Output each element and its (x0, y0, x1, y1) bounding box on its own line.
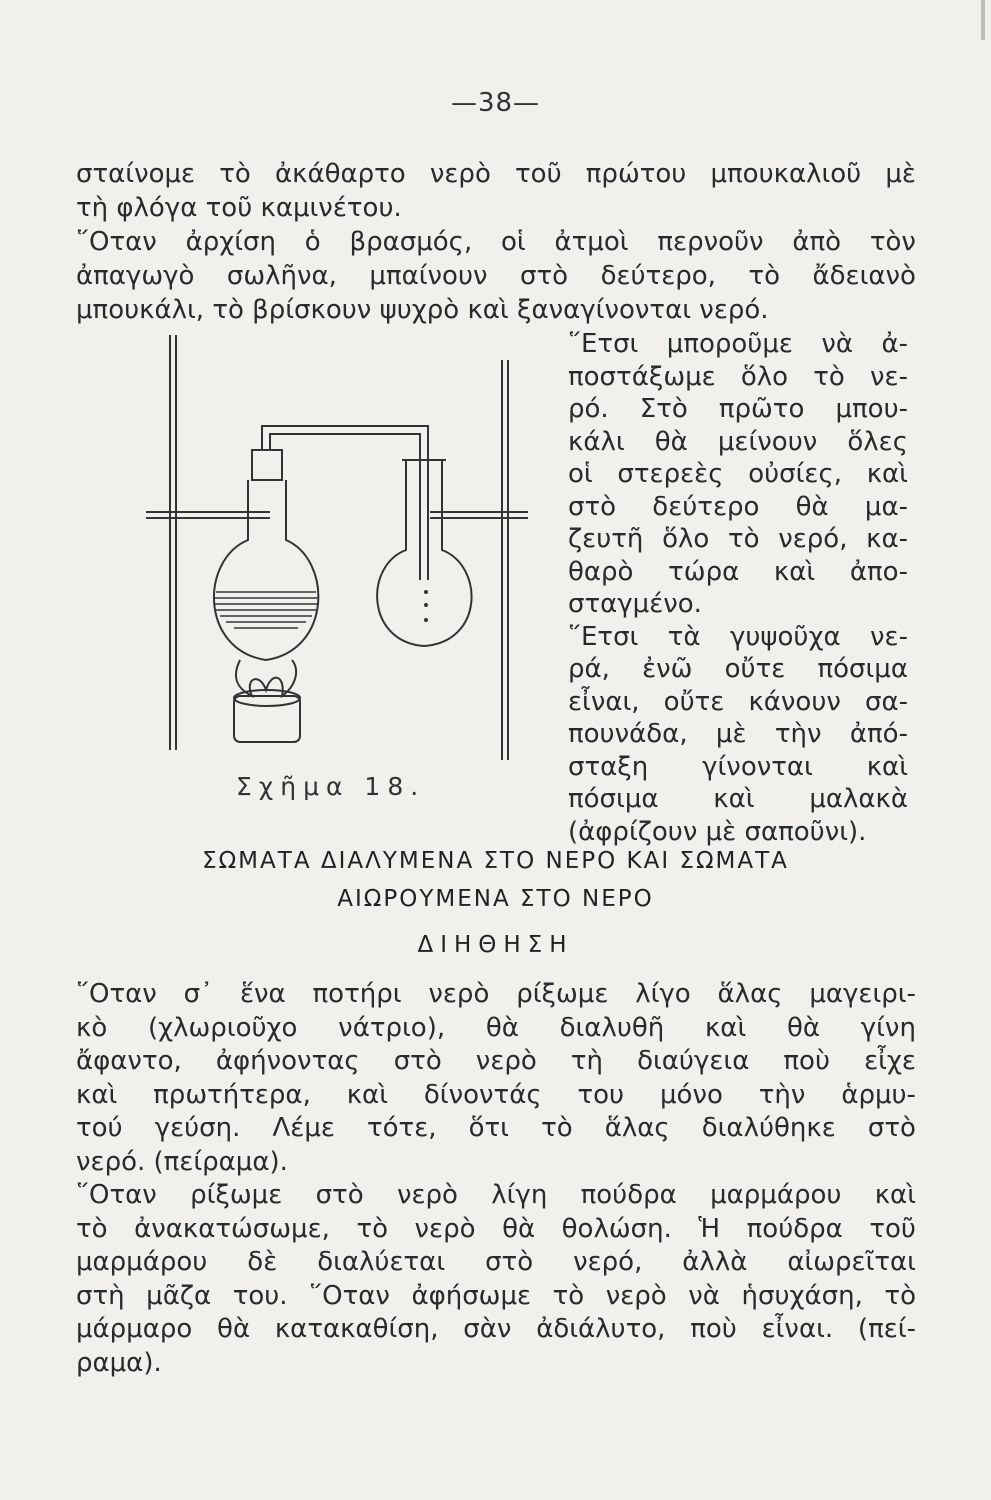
text-line: κὸ (χλωριοῦχο νάτριο), θὰ διαλυθῆ καὶ θὰ γίνη (76, 1012, 916, 1043)
text-line: ῞Οταν ρίξωμε στὸ νερὸ λίγη πούδρα μαρμάρου καὶ (76, 1180, 916, 1210)
text-line: τού γεύση. Λέμε τότε, ὅτι τὸ ἅλας διαλύθηκε στὸ (76, 1113, 916, 1143)
text-line: ρά, ἐνῶ οὔτε πόσιμα (568, 654, 908, 684)
text-line: μπουκάλι, τὸ βρίσκουν ψυχρὸ καὶ ξαναγίνονται νερό. (76, 295, 769, 325)
section-heading-line2: ΑΙΩΡΟΥΜΕΝΑ ΣΤΟ ΝΕΡΟ (337, 886, 654, 912)
figure-caption: Σχῆμα 18. (236, 772, 426, 801)
text-line: (ἀφρίζουν μὲ σαποῦνι). (568, 816, 867, 847)
text-line: εἶναι, οὔτε κάνουν σα- (568, 686, 908, 717)
text-line: σταίνομε τὸ ἀκάθαρτο νερὸ τοῦ πρώτου μπουκαλιοῦ μὲ (76, 159, 916, 189)
text-line: μάρμαρο θὰ κατακαθίση, σὰν ἀδιάλυτο, ποὺ εἶναι. (πεί- (76, 1314, 916, 1344)
text-line: ῞Οταν σ᾿ ἕνα ποτήρι νερὸ ρίξωμε λίγο ἅλας μαγειρι- (76, 979, 916, 1009)
section-heading-line1: ΣΩΜΑΤΑ ΔΙΑΛΥΜΕΝΑ ΣΤΟ ΝΕΡΟ ΚΑΙ ΣΩΜΑΤΑ (202, 848, 789, 874)
text-line: ρό. Στὸ πρῶτο μπου- (568, 394, 908, 424)
text-line: θαρὸ τώρα καὶ ἀπο- (568, 556, 908, 587)
left-flask (214, 480, 318, 660)
text-line: πουνάδα, μὲ τὴν ἀπό- (568, 719, 908, 749)
distillation-figure (140, 330, 540, 770)
right-flask (377, 460, 471, 646)
text-line: στὴ μᾶζα του. ῞Οταν ἀφήσωμε τὸ νερὸ νὰ ἡσυχάση, τὸ (76, 1280, 916, 1311)
text-line: καὶ πρωτήτερα, καὶ δίνοντάς του μόνο τὴν ἁρμυ- (76, 1079, 916, 1110)
text-line: πόσιμα καὶ μαλακὰ (568, 784, 908, 814)
page-number: —38— (450, 88, 541, 118)
text-line: ραμα). (76, 1347, 162, 1378)
text-line: μαρμάρου δὲ διαλύεται στὸ νερό, ἀλλὰ αἰωρεῖται (76, 1247, 916, 1277)
text-line: ἀπαγωγὸ σωλῆνα, μπαίνουν στὸ δεύτερο, τὸ ἄδειανὸ (76, 261, 916, 291)
text-line: ζευτῆ ὅλο τὸ νερό, κα- (568, 524, 908, 554)
text-line: ποστάξωμε ὅλο τὸ νε- (568, 361, 908, 392)
text-line: τὸ ἀνακατώσωμε, τὸ νερὸ θὰ θολώση. Ἡ πούδρα τοῦ (76, 1213, 916, 1244)
text-line: σταγμένο. (568, 589, 702, 619)
text-line: ῞Ετσι τὰ γυψοῦχα νε- (568, 621, 908, 652)
text-line: τὴ φλόγα τοῦ καμινέτου. (76, 193, 402, 223)
text-line: ῞Οταν ἀρχίση ὁ βρασμός, οἱ ἀτμοὶ περνοῦν ἀπὸ τὸν (76, 227, 916, 257)
text-line: ἄφαντο, ἀφήνοντας στὸ νερὸ τὴ διαύγεια ποὺ εἶχε (76, 1046, 916, 1076)
text-line: ῞Ετσι μποροῦμε νὰ ἀ- (568, 329, 908, 359)
page-edge-mark (981, 0, 985, 40)
text-line: σταξη γίνονται καὶ (568, 751, 908, 782)
text-line: κάλι θὰ μείνουν ὅλες (568, 426, 908, 457)
subheading: ΔΙΗΘΗΣΗ (417, 932, 574, 958)
text-line: νερό. (πείραμα). (76, 1146, 288, 1177)
text-line: στὸ δεύτερο θὰ μα- (568, 491, 908, 522)
distillation-apparatus (146, 335, 528, 760)
text-line: οἱ στερεὲς οὐσίες, καὶ (568, 459, 908, 489)
